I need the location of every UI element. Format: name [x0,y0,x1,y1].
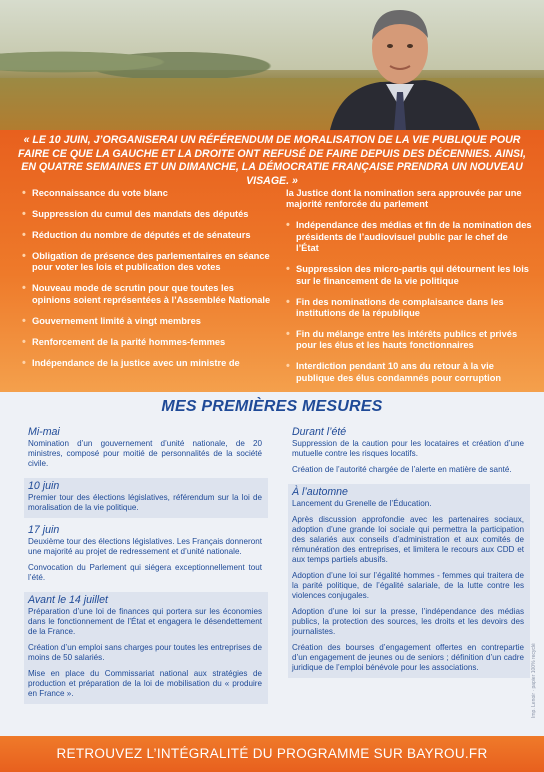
reform-item: • Fin du mélange entre les intérêts publics et privés pour les élus et les hauts fonctionnaires [286,329,532,352]
reform-item: • Suppression du cumul des mandats des députés [22,209,274,220]
portrait-figure [300,0,500,130]
reform-item: • Nouveau mode de scrutin pour que toutes les opinions soient représentées à l’Assemblée Nationale [22,283,274,306]
header-photo [0,0,544,130]
reform-item: • Réduction du nombre de députés et de sénateurs [22,230,274,241]
reform-item: • Interdiction pendant 10 ans du retour à la vie publique des élus condamnés pour corruption [286,361,532,384]
timeline-date: Durant l’été [292,426,347,438]
reform-item: • Obligation de présence des parlementaires en séance pour voter les lois et publication des votes [22,251,274,274]
timeline-right-column [288,424,530,682]
timeline-text: Lancement du Grenelle de l’Éducation. [292,499,432,508]
timeline-text: Mise en place du Commissariat national aux stratégies de production et préparation de la loi de mobilisation du « produire en France ». [28,669,262,698]
reform-item: • Reconnaissance du vote blanc [22,188,274,199]
reform-item-continued: la Justice dont la nomination sera approuvée par une majorité renforcée du parlement [286,188,522,210]
print-credit: Imp. Lenoir · papier 100% recyclé [531,643,537,718]
timeline-block [288,484,530,678]
timeline-block [24,592,268,704]
photo-trees [0,38,300,78]
timeline-text: Suppression de la caution pour les locataires et création d’une mutuelle contre les risques locatifs. [292,439,524,458]
timeline-text: Création de l’autorité chargée de l’alerte en matière de santé. [292,465,512,474]
footer-banner[interactable]: RETROUVEZ L’INTÉGRALITÉ DU PROGRAMME SUR BAYROU.FR [0,736,544,772]
reform-item: • Indépendance des médias et fin de la nomination des présidents de l’audiovisuel public par le chef de l’État [286,220,532,254]
reform-item: • Suppression des micro-partis qui détournent les lois sur le financement de la vie politique [286,264,532,287]
reform-list-left [22,188,274,379]
timeline-date: Avant le 14 juillet [28,594,108,606]
timeline-text: Nomination d’un gouvernement d’unité nationale, de 20 ministres, composé pour moitié de personnalités de la société civile. [28,439,262,468]
timeline-text: Après discussion approfondie avec les partenaires sociaux, adoption d’une grande loi sociale qui permettra la participation des salariés aux conseils d’administration et aux comités de rémunération des entreprises, et limitera le recours aux CDD et aux temps partiels abusifs. [292,515,524,564]
reform-item: • Renforcement de la parité hommes-femmes [22,337,274,348]
timeline-text: Deuxième tour des élections législatives. Les Français donneront une majorité au projet de redressement et d’unité nationale. [28,537,262,556]
timeline-block [24,478,268,518]
timeline-date: À l’automne [292,486,348,498]
timeline-text: Création d’un emploi sans charges pour toutes les entreprises de moins de 50 salariés. [28,643,262,662]
timeline-date: 10 juin [28,480,60,492]
timeline-date: Mi-mai [28,426,60,438]
timeline-left-column [24,424,268,708]
reform-item: • Gouvernement limité à vingt membres [22,316,274,327]
timeline-block [24,424,268,474]
campaign-quote: « LE 10 JUIN, J’ORGANISERAI UN RÉFÉRENDUM DE MORALISATION DE LA VIE PUBLIQUE POUR FAIRE CE QUE LA GAUCHE ET LA DROITE ONT REFUSÉ DE FAIRE DEPUIS DES DÉCENNIES. AINSI, EN QUATRE SEMAINES ET UN DIMANCHE, LA DÉMOCRATIE FRANÇAISE PRENDRA UN NOUVEAU VISAGE. » [18,134,526,187]
reform-list-right [286,188,532,394]
timeline-text: Adoption d’une loi sur la presse, l’indépendance des médias publics, la protection des sources, les droits et les devoirs des journalistes. [292,607,524,636]
measures-heading: MES PREMIÈRES MESURES [161,398,383,415]
timeline-text: Premier tour des élections législatives, référendum sur la loi de moralisation de la vie politique. [28,493,262,512]
timeline-text: Convocation du Parlement qui siégera exceptionnellement tout l’été. [28,563,262,582]
timeline-block [288,424,530,480]
reform-item: • Fin des nominations de complaisance dans les institutions de la république [286,297,532,320]
timeline-text: Adoption d’une loi sur l’égalité hommes - femmes qui traitera de la parité politique, de l’égalité salariale, de la lutte contre les violences conjugales. [292,571,524,600]
timeline-date: 17 juin [28,524,60,536]
reform-item: • Indépendance de la justice avec un ministre de [22,358,274,369]
orange-panel [0,130,544,392]
timeline-text: Préparation d’une loi de finances qui portera sur les économies dans le fonctionnement de l’État et engagera le désendettement de la France. [28,607,262,636]
timeline-block [24,522,268,588]
timeline-text: Création des bourses d’engagement offertes en contrepartie d’un engagement de jeunes ou de seniors ; définition d’un cadre juridique de l’emploi bénévole pour les associations. [292,643,524,672]
